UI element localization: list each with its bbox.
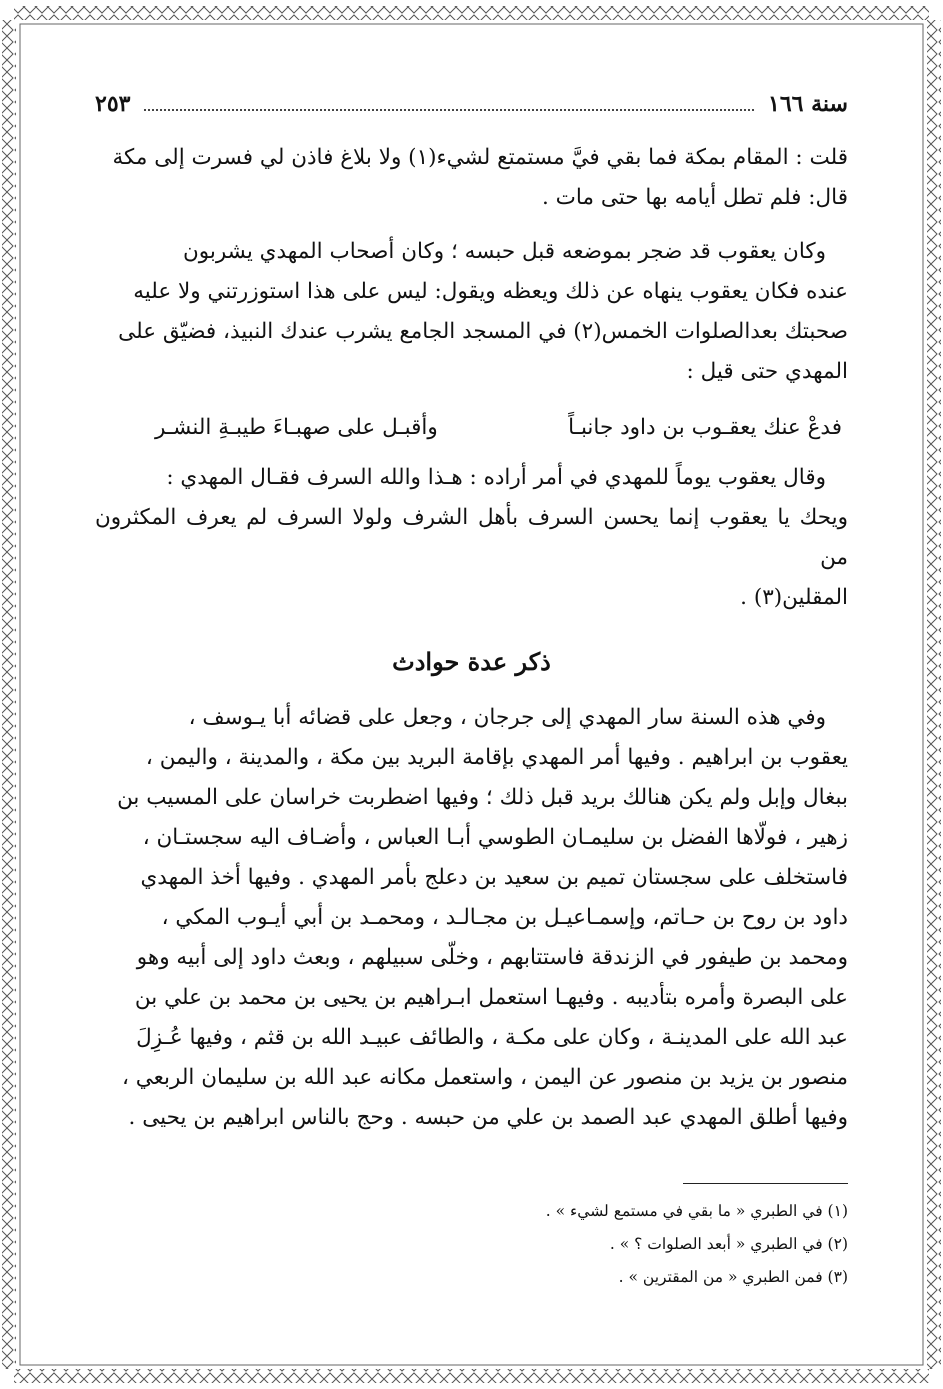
para2-line1: وكان يعقوب قد ضجر بموضعه قبل حبسه ؛ وكان أصحاب المهدي يشربون <box>182 239 826 264</box>
para4-line9: عبد الله على المدينـة ، وكان على مكـة ، والطائف عبيـد الله بن قثم ، وفيها عُـزِلَ <box>136 1025 848 1050</box>
header-title: سنة ١٦٦ <box>768 91 848 117</box>
para4-line1: وفي هذه السنة سار المهدي إلى جرجان ، وجعل على قضائه أبا يـوسف ، <box>188 705 826 730</box>
verse-hemistich-2: وأقبـل على صهبـاءَ طيبـةِ النشـر <box>155 415 438 440</box>
para4-line8: على البصرة وأمره بتأديبه . وفيهـا استعمل ابـراهيم بن يحيى بن محمد بن علي بن <box>134 985 848 1010</box>
footnote-3: (٣) فمن الطبري « من المقترين » . <box>618 1268 848 1286</box>
section-heading: ذكر عدة حوادث <box>392 647 551 676</box>
header-dot-leader <box>144 97 754 111</box>
footnote-2: (٢) في الطبري « أبعد الصلوات ؟ » . <box>609 1235 848 1253</box>
verse <box>95 408 848 448</box>
para3-line2: ويحك يا يعقوب إنما يحسن السرف بأهل الشرف ولولا السرف لم يعرف المكثرون من <box>95 505 848 570</box>
para1-line1: قلت : المقام بمكة فما بقي فيَّ مستمتع لشيء(١) ولا بلاغ فاذن لي فسرت إلى مكة <box>112 145 848 170</box>
para4-line10: منصور بن يزيد بن منصور عن اليمن ، واستعمل مكانه عبد الله بن سليمان الربعي ، <box>121 1065 848 1090</box>
footnote-separator <box>683 1183 848 1184</box>
running-header <box>95 88 848 120</box>
para4-line3: ببغال وإبل ولم يكن هنالك بريد قبل ذلك ؛ وفيها اضطربت خراسان على المسيب بن <box>117 785 848 810</box>
body-text <box>95 138 848 1138</box>
para4-line11: وفيها أطلق المهدي عبد الصمد بن علي من حبسه . وحج بالناس ابراهيم بن يحيى . <box>128 1105 848 1130</box>
footnotes <box>300 1195 848 1294</box>
verse-hemistich-1: فدعْ عنك يعقـوب بن داود جانبـاً <box>568 415 842 440</box>
para2-line4: المهدي حتى قيل : <box>686 359 848 384</box>
para4-line7: ومحمد بن طيفور في الزندقة فاستتابهم ، وخلّى سبيلهم ، وبعث داود إلى أبيه وهو <box>136 945 848 970</box>
footnote-1: (١) في الطبري « ما بقي في مستمع لشيء » . <box>545 1202 848 1220</box>
para3-line3: المقلين(٣) . <box>740 585 848 610</box>
para4-line2: يعقوب بن ابراهيم . وفيها أمر المهدي بإقامة البريد بين مكة ، والمدينة ، واليمن ، <box>145 745 848 770</box>
para4-line5: فاستخلف على سجستان تميم بن سعيد بن دعلج بأمر المهدي . وفيها أخذ المهدي <box>140 865 848 890</box>
para3-line1: وقال يعقوب يوماً للمهدي في أمر أراده : هـذا والله السرف فقـال المهدي : <box>166 465 826 490</box>
page-number: ٢٥٣ <box>95 91 131 117</box>
para4-line6: داود بن روح بن حـاتم، وإسمـاعيـل بن مجـالـد ، ومحمـد بن أبي أيـوب المكي ، <box>161 905 848 930</box>
para1-line2: قال: فلم تطل أيامه بها حتى مات . <box>542 185 848 210</box>
para4-line4: زهير ، فولّاها الفضل بن سليمـان الطوسي أبـا العباس ، وأضـاف اليه سجستـان ، <box>142 825 848 850</box>
para2-line3: صحبتك بعدالصلوات الخمس(٢) في المسجد الجامع يشرب عندك النبيذ، فضيّق على <box>118 319 848 344</box>
para2-line2: عنده فكان يعقوب ينهاه عن ذلك ويعظه ويقول: ليس على هذا استوزرتني ولا عليه <box>133 279 848 304</box>
